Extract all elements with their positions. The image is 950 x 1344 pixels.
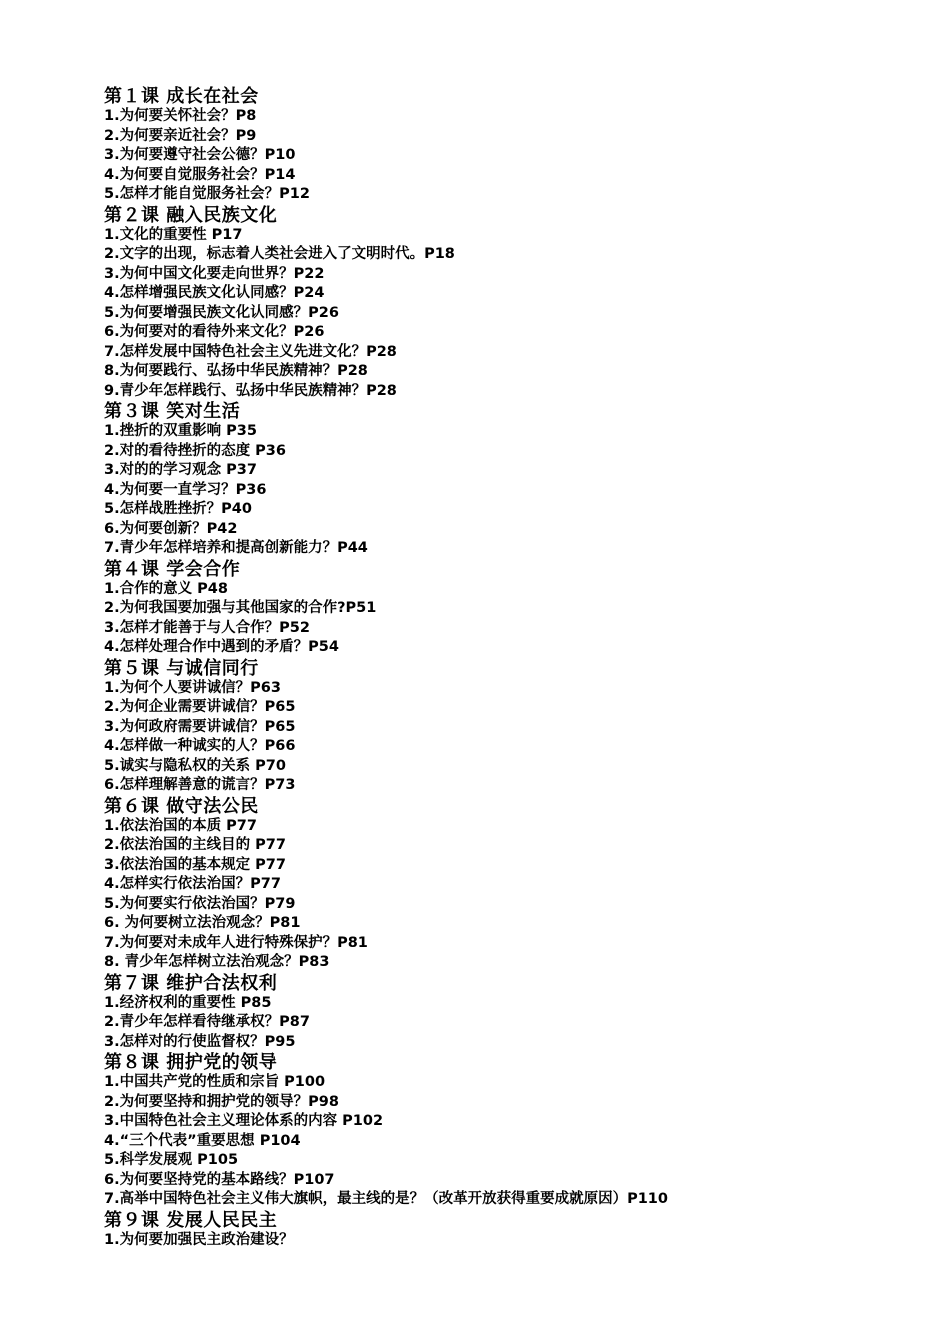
- study-outline: [104, 86, 924, 1250]
- lesson-item: 2.为何要亲近社会？P9: [104, 127, 257, 144]
- lesson-item: 1.中国共产党的性质和宗旨 P100: [104, 1074, 326, 1090]
- lesson-title: 第１课 成长在社会: [104, 86, 259, 107]
- lesson-item: 4.为何要一直学习？P36: [104, 481, 267, 498]
- lesson-item: 3.为何中国文化要走向世界？P22: [104, 265, 325, 282]
- lesson-item: 1.文化的重要性 P17: [104, 226, 243, 243]
- lesson-title: 第７课 维护合法权利: [104, 972, 278, 994]
- lesson-item: 3.为何要遵守社会公德？P10: [104, 147, 296, 163]
- lesson-item: 1.为何要关怀社会？P8: [104, 108, 257, 124]
- lesson-item: 3.对的的学习观念 P37: [104, 462, 257, 478]
- lesson-item: 4.怎样做一种诚实的人？P66: [104, 738, 296, 754]
- lesson-item: 1.依法治国的本质 P77: [104, 817, 257, 834]
- lesson-item: 7.为何要对未成年人进行特殊保护？P81: [104, 934, 368, 951]
- lesson-title: 第８课 拥护党的领导: [104, 1052, 278, 1073]
- lesson-item: 7.青少年怎样培养和提高创新能力？P44: [104, 540, 368, 556]
- lesson-item: 6.为何要创新？P42: [104, 520, 238, 537]
- lesson-item: 9.青少年怎样践行、弘扬中华民族精神？P28: [104, 382, 397, 399]
- lesson-item: 8. 青少年怎样树立法治观念？P83: [104, 954, 330, 970]
- lesson-item: 5.为何要实行依法治国？P79: [104, 895, 296, 912]
- lesson-item: 1.经济权利的重要性 P85: [104, 994, 272, 1011]
- lesson-item: 3.怎样才能善于与人合作？P52: [104, 619, 310, 636]
- lesson-item: 2.依法治国的主线目的 P77: [104, 837, 286, 853]
- lesson-item: 4.为何要自觉服务社会？P14: [104, 166, 296, 183]
- lesson-item: 4.怎样实行依法治国？P77: [104, 876, 281, 892]
- lesson-item: 4.怎样处理合作中遇到的矛盾？P54: [104, 639, 339, 655]
- lesson-item: 3.怎样对的行使监督权？P95: [104, 1033, 296, 1050]
- lesson-title: 第２课 融入民族文化: [104, 204, 278, 226]
- lesson-title: 第６课 做守法公民: [104, 795, 259, 817]
- lesson-item: 3.中国特色社会主义理论体系的内容 P102: [104, 1113, 384, 1129]
- lesson-item: 3.为何政府需要讲诚信？P65: [104, 718, 296, 735]
- lesson-item: 6.为何要对的看待外来文化？P26: [104, 324, 325, 340]
- lesson-item: 1.挫折的双重影响 P35: [104, 423, 257, 439]
- lesson-item: 2.对的看待挫折的态度 P36: [104, 442, 286, 459]
- lesson-item: 7.高举中国特色社会主义伟大旗帜，最主线的是？（改革开放获得重要成就原因）P110: [104, 1191, 668, 1207]
- lesson-item: 6.怎样理解善意的谎言？P73: [104, 777, 296, 793]
- lesson-item: 6. 为何要树立法治观念？P81: [104, 915, 301, 931]
- lesson-item: 5.科学发展观 P105: [104, 1152, 239, 1168]
- lesson-item: 1.合作的意义 P48: [104, 580, 228, 597]
- lesson-item: 6.为何要坚持党的基本路线？P107: [104, 1171, 335, 1188]
- lesson-title: 第５课 与诚信同行: [104, 657, 259, 679]
- lesson-item: 1.为何个人要讲诚信？P63: [104, 679, 281, 696]
- lesson-item: 2.为何企业需要讲诚信？P65: [104, 699, 296, 715]
- lesson-item: 5.怎样战胜挫折？P40: [104, 501, 252, 517]
- lesson-item: 1.为何要加强民主政治建设？: [104, 1231, 294, 1248]
- lesson-title: 第３课 笑对生活: [104, 401, 241, 422]
- lesson-item: 4.怎样增强民族文化认同感？P24: [104, 285, 325, 301]
- lesson-item: 3.依法治国的基本规定 P77: [104, 856, 286, 873]
- lesson-title: 第９课 发展人民民主: [104, 1209, 278, 1231]
- lesson-item: 4.“三个代表”重要思想 P104: [104, 1132, 301, 1149]
- lesson-item: 2.文字的出现，标志着人类社会进入了文明时代。P18: [104, 246, 455, 262]
- lesson-item: 2.为何我国要加强与其他国家的合作?P51: [104, 600, 377, 616]
- lesson-item: 2.青少年怎样看待继承权？P87: [104, 1014, 310, 1030]
- lesson-item: 2.为何要坚持和拥护党的领导？P98: [104, 1093, 339, 1110]
- lesson-item: 8.为何要践行、弘扬中华民族精神？P28: [104, 363, 368, 379]
- lesson-item: 5.诚实与隐私权的关系 P70: [104, 757, 286, 774]
- lesson-item: 5.为何要增强民族文化认同感？P26: [104, 304, 339, 321]
- lesson-item: 7.怎样发展中国特色社会主义先进文化？P28: [104, 343, 397, 360]
- lesson-item: 5.怎样才能自觉服务社会？P12: [104, 186, 310, 202]
- lesson-title: 第４课 学会合作: [104, 558, 241, 580]
